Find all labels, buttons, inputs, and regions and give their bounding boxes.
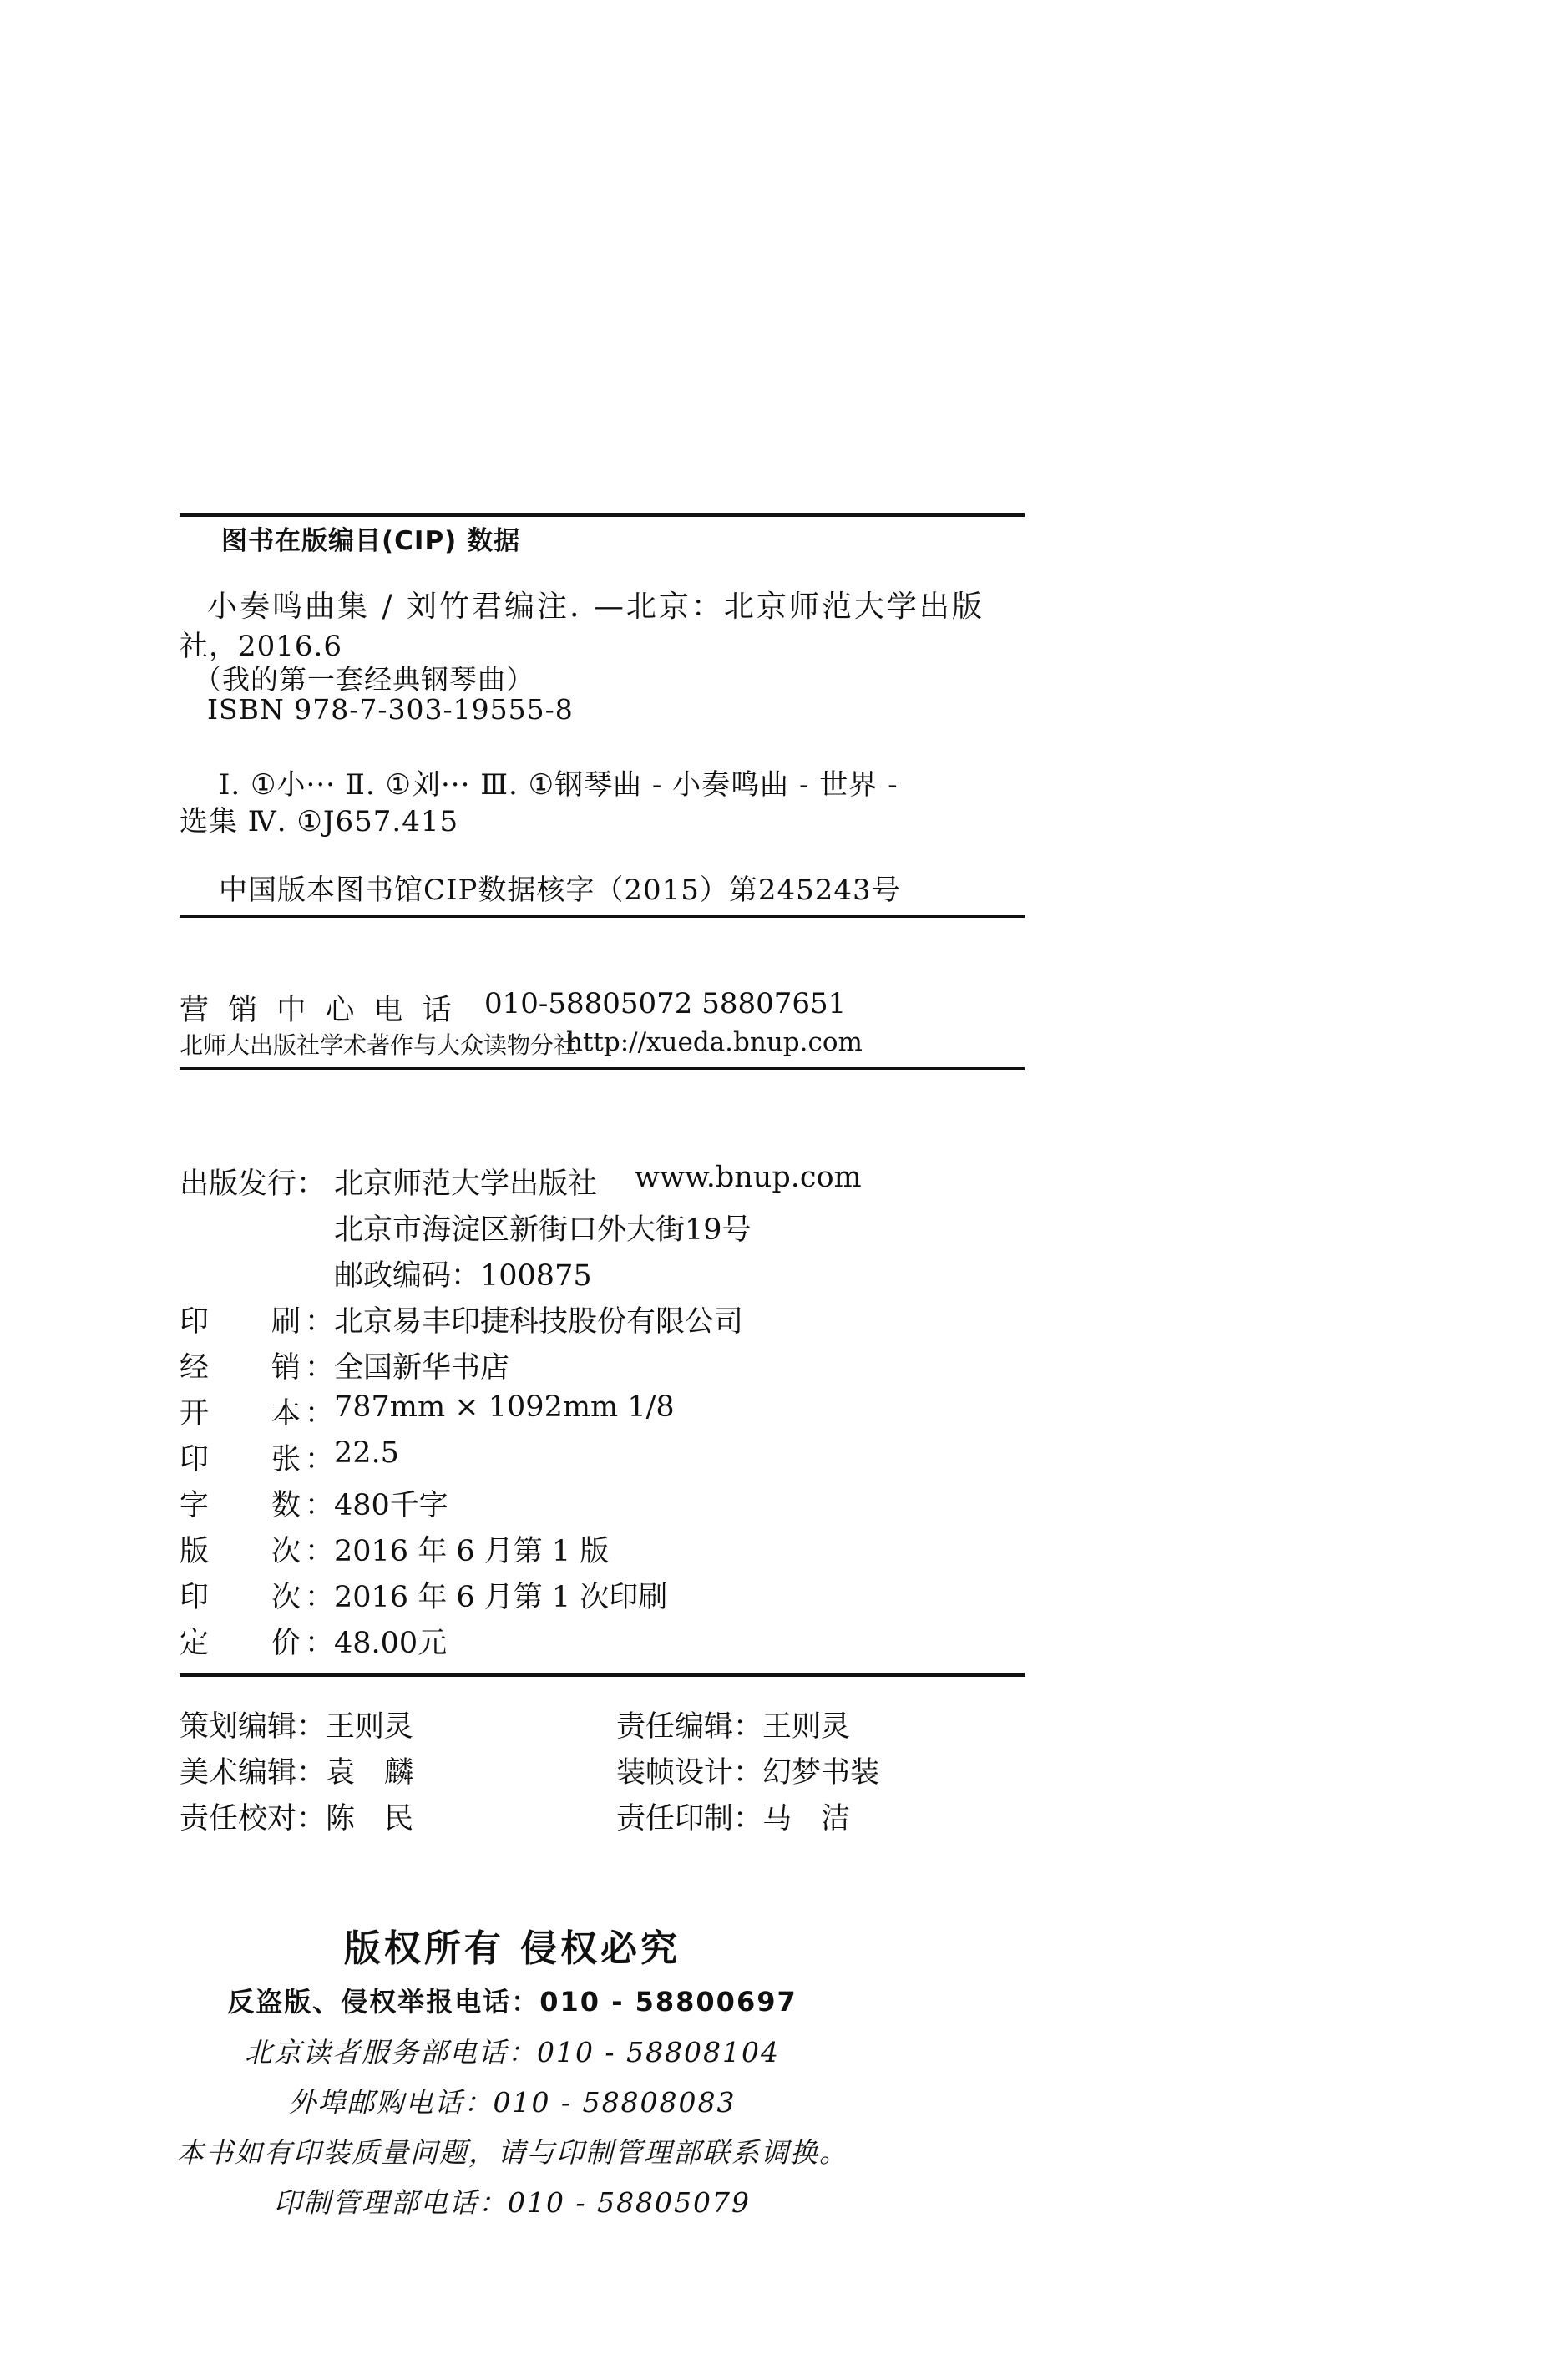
info-label-char: 定 bbox=[180, 1627, 210, 1660]
cip-line-3: （我的第一套经典钢琴曲） bbox=[194, 663, 534, 696]
info-label-char: 字 bbox=[180, 1489, 210, 1522]
info-label-char: 经 bbox=[180, 1351, 210, 1385]
postcode: 邮政编码：100875 bbox=[334, 1259, 592, 1293]
info-colon: ： bbox=[305, 1443, 335, 1476]
print-supervisor: 责任印制：马 洁 bbox=[616, 1802, 851, 1836]
responsible-editor: 责任编辑：王则灵 bbox=[616, 1710, 851, 1744]
info-label-char: 开 bbox=[180, 1397, 210, 1431]
info-value-sheets: 22.5 bbox=[334, 1436, 399, 1470]
info-colon: ： bbox=[305, 1305, 335, 1339]
publisher-name: 北京师范大学出版社 bbox=[334, 1167, 598, 1201]
cip-top-rule bbox=[180, 513, 1025, 517]
marketing-phones: 010-58805072 58807651 bbox=[484, 987, 847, 1020]
marketing-label: 营 销 中 心 电 话 bbox=[180, 994, 457, 1027]
info-value-word-count: 480千字 bbox=[334, 1489, 448, 1522]
copyright-title: 版权所有 侵权必究 bbox=[343, 1927, 681, 1970]
info-label-char: 印 bbox=[180, 1443, 210, 1476]
info-label-char: 销 bbox=[271, 1351, 301, 1385]
marketing-bottom-rule bbox=[180, 1067, 1025, 1070]
info-value-price: 48.00元 bbox=[334, 1627, 448, 1660]
info-label-char: 印 bbox=[180, 1305, 210, 1339]
cip-line-1: 小奏鸣曲集 / 刘竹君编注. —北京：北京师范大学出版 bbox=[207, 590, 985, 624]
cip-bottom-rule bbox=[180, 915, 1025, 918]
planning-editor: 策划编辑：王则灵 bbox=[180, 1710, 414, 1744]
info-label-char: 本 bbox=[271, 1397, 301, 1431]
info-colon: ： bbox=[305, 1627, 335, 1660]
info-colon: ： bbox=[305, 1535, 335, 1568]
info-label-char: 印 bbox=[180, 1581, 210, 1614]
cip-record-number: 中国版本图书馆CIP数据核字（2015）第245243号 bbox=[219, 874, 901, 907]
print-dept-phone: 印制管理部电话：010 - 58805079 bbox=[273, 2186, 752, 2219]
binding-designer: 装帧设计：幻梦书装 bbox=[616, 1756, 880, 1790]
info-label-char: 数 bbox=[271, 1489, 301, 1522]
info-label-char: 价 bbox=[271, 1627, 301, 1660]
cip-line-2: 社，2016.6 bbox=[180, 630, 342, 663]
info-colon: ： bbox=[305, 1397, 335, 1431]
info-label-char: 次 bbox=[271, 1581, 301, 1614]
art-editor: 美术编辑：袁 麟 bbox=[180, 1756, 414, 1790]
info-label-char: 刷 bbox=[271, 1305, 301, 1339]
publisher-label: 出版发行： bbox=[180, 1167, 327, 1201]
publisher-website: www.bnup.com bbox=[635, 1161, 862, 1194]
publisher-address: 北京市海淀区新街口外大街19号 bbox=[334, 1213, 752, 1247]
mail-order-phone: 外埠邮购电话：010 - 58808083 bbox=[288, 2086, 737, 2119]
info-colon: ： bbox=[305, 1351, 335, 1385]
info-colon: ： bbox=[305, 1581, 335, 1614]
info-value-edition: 2016 年 6 月第 1 版 bbox=[334, 1535, 610, 1568]
cip-title: 图书在版编目(CIP) 数据 bbox=[221, 526, 521, 556]
cip-classification-2: 选集 Ⅳ. ①J657.415 bbox=[180, 805, 459, 838]
info-colon: ： bbox=[305, 1489, 335, 1522]
marketing-branch: 北师大出版社学术著作与大众读物分社 bbox=[180, 1031, 578, 1059]
info-value-printing: 2016 年 6 月第 1 次印刷 bbox=[334, 1581, 668, 1614]
info-bottom-rule bbox=[180, 1673, 1025, 1677]
quality-notice: 本书如有印装质量问题，请与印制管理部联系调换。 bbox=[176, 2136, 848, 2169]
cip-isbn: ISBN 978-7-303-19555-8 bbox=[207, 693, 574, 726]
info-value-printer: 北京易丰印捷科技股份有限公司 bbox=[334, 1305, 744, 1339]
proofreader: 责任校对：陈 民 bbox=[180, 1802, 414, 1836]
info-label-char: 次 bbox=[271, 1535, 301, 1568]
info-value-format: 787mm × 1092mm 1/8 bbox=[334, 1390, 675, 1424]
info-label-char: 版 bbox=[180, 1535, 210, 1568]
cip-classification-1: Ⅰ. ①小··· Ⅱ. ①刘··· Ⅲ. ①钢琴曲 - 小奏鸣曲 - 世界 - bbox=[219, 768, 899, 802]
info-value-distributor: 全国新华书店 bbox=[334, 1351, 510, 1385]
reader-service-phone: 北京读者服务部电话：010 - 58808104 bbox=[244, 2036, 781, 2069]
anti-piracy-phone: 反盗版、侵权举报电话：010 - 58800697 bbox=[227, 1986, 797, 2018]
info-label-char: 张 bbox=[271, 1443, 301, 1476]
marketing-url: http://xueda.bnup.com bbox=[566, 1027, 863, 1057]
